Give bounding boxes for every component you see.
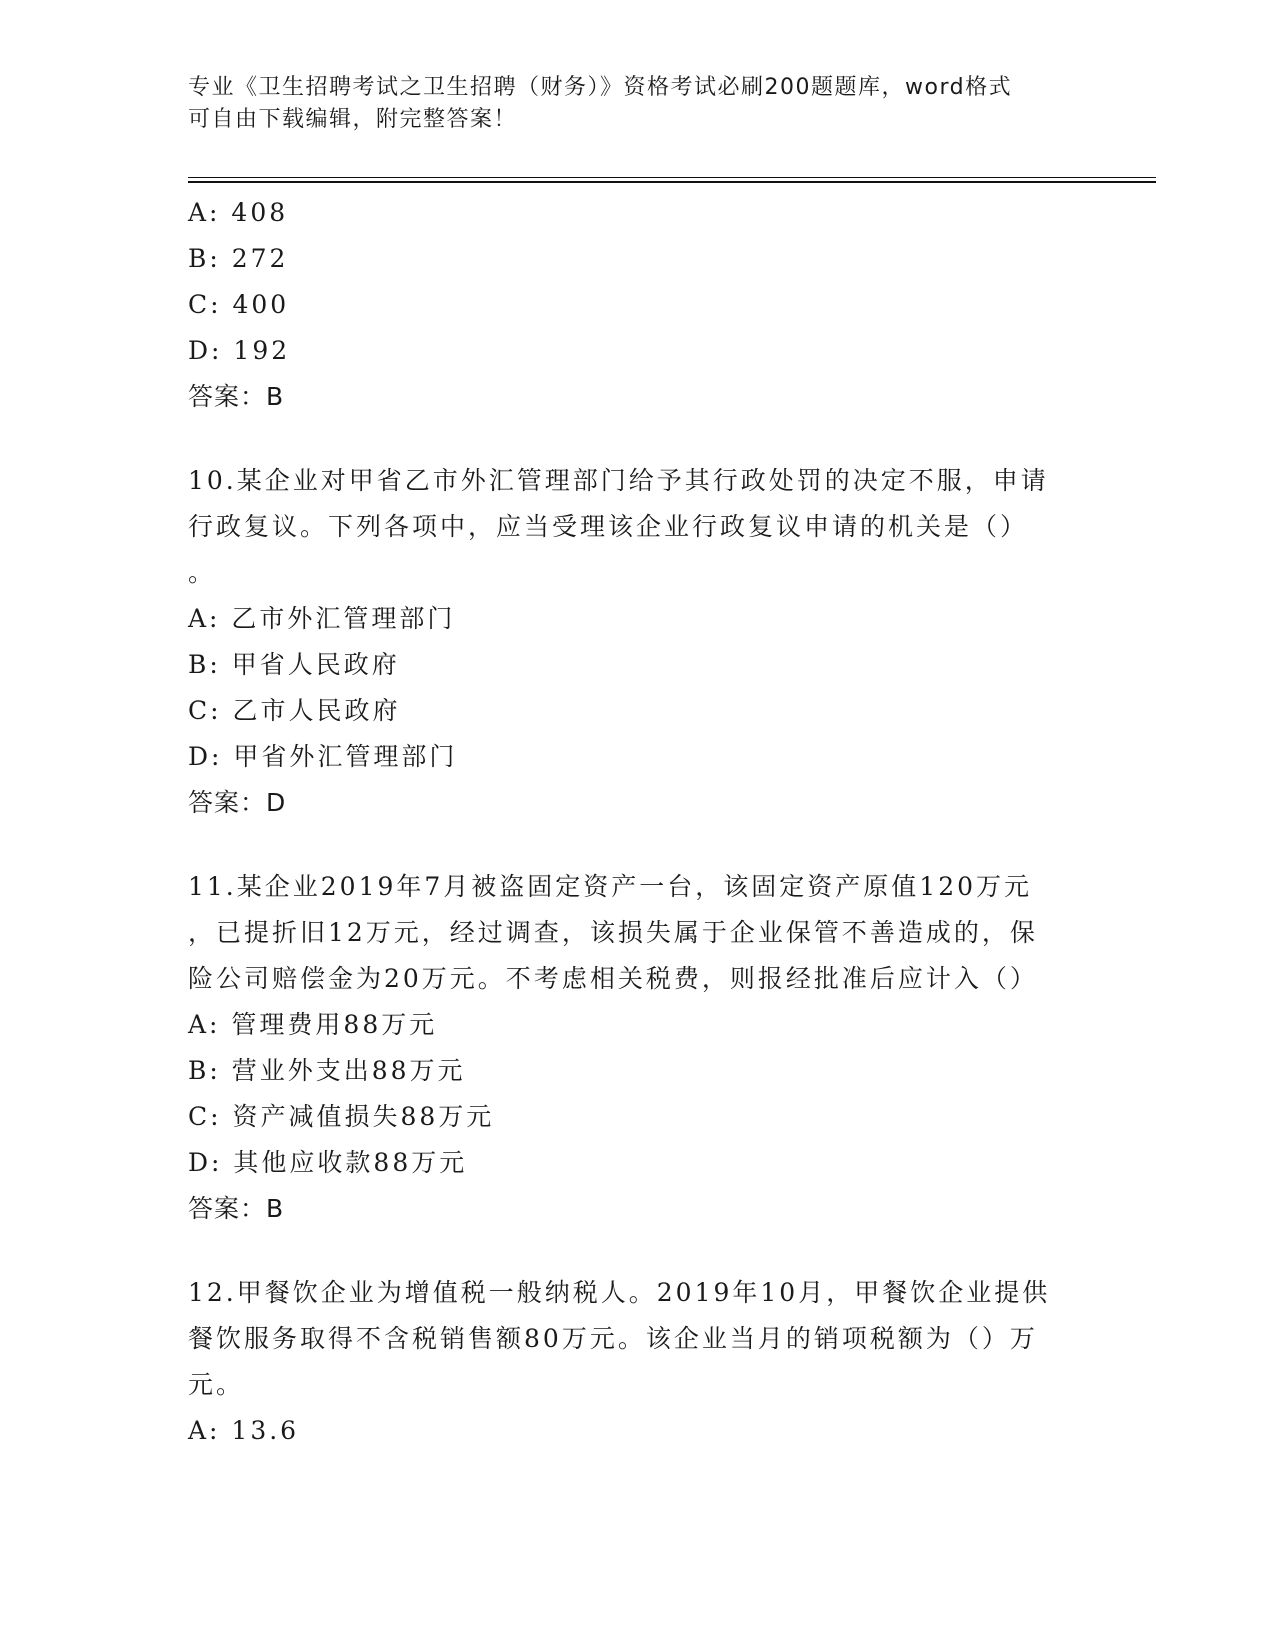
option-b: B: 272 [188,244,289,273]
question-stem-line: 餐饮服务取得不含税销售额80万元。该企业当月的销项税额为（）万 [188,1324,1038,1353]
header-divider-thick [188,181,1156,183]
option-b: B: 营业外支出88万元 [188,1056,466,1085]
option-c: C: 乙市人民政府 [188,696,401,725]
option-a: A: 管理费用88万元 [188,1010,438,1039]
question-stem-line: 10.某企业对甲省乙市外汇管理部门给予其行政处罚的决定不服，申请 [188,466,1049,495]
question-stem-line: 12.甲餐饮企业为增值税一般纳税人。2019年10月，甲餐饮企业提供 [188,1278,1051,1307]
option-d: D: 192 [188,336,291,365]
question-stem-line: 行政复议。下列各项中，应当受理该企业行政复议申请的机关是（） [188,512,1029,541]
answer: 答案：D [188,788,287,817]
answer: 答案：B [188,1194,285,1223]
option-c: C: 资产减值损失88万元 [188,1102,495,1131]
header-line-1: 专业《卫生招聘考试之卫生招聘（财务）》资格考试必刷200题题库，word格式 [188,75,1013,100]
option-b: B: 甲省人民政府 [188,650,400,679]
option-c: C: 400 [188,290,290,319]
option-a: A: 乙市外汇管理部门 [188,604,456,633]
option-d: D: 其他应收款88万元 [188,1148,468,1177]
document-header [188,72,1078,136]
question-stem-line: ，已提折旧12万元，经过调查，该损失属于企业保管不善造成的，保 [188,918,1038,947]
question-11 [188,864,1088,1232]
answer: 答案：B [188,382,285,411]
question-12 [188,1270,1088,1454]
question-9-tail [188,190,1088,420]
question-stem-line: 险公司赔偿金为20万元。不考虑相关税费，则报经批准后应计入（） [188,964,1038,993]
question-10 [188,458,1088,826]
question-stem-line: 。 [188,558,217,587]
header-line-2: 可自由下载编辑，附完整答案！ [188,107,518,132]
option-d: D: 甲省外汇管理部门 [188,742,458,771]
question-stem-line: 元。 [188,1370,245,1399]
option-a: A: 408 [188,198,289,227]
question-stem-line: 11.某企业2019年7月被盗固定资产一台，该固定资产原值120万元 [188,872,1033,901]
option-a: A: 13.6 [188,1416,300,1445]
question-list [188,190,1088,1454]
header-divider-thin [188,177,1156,178]
